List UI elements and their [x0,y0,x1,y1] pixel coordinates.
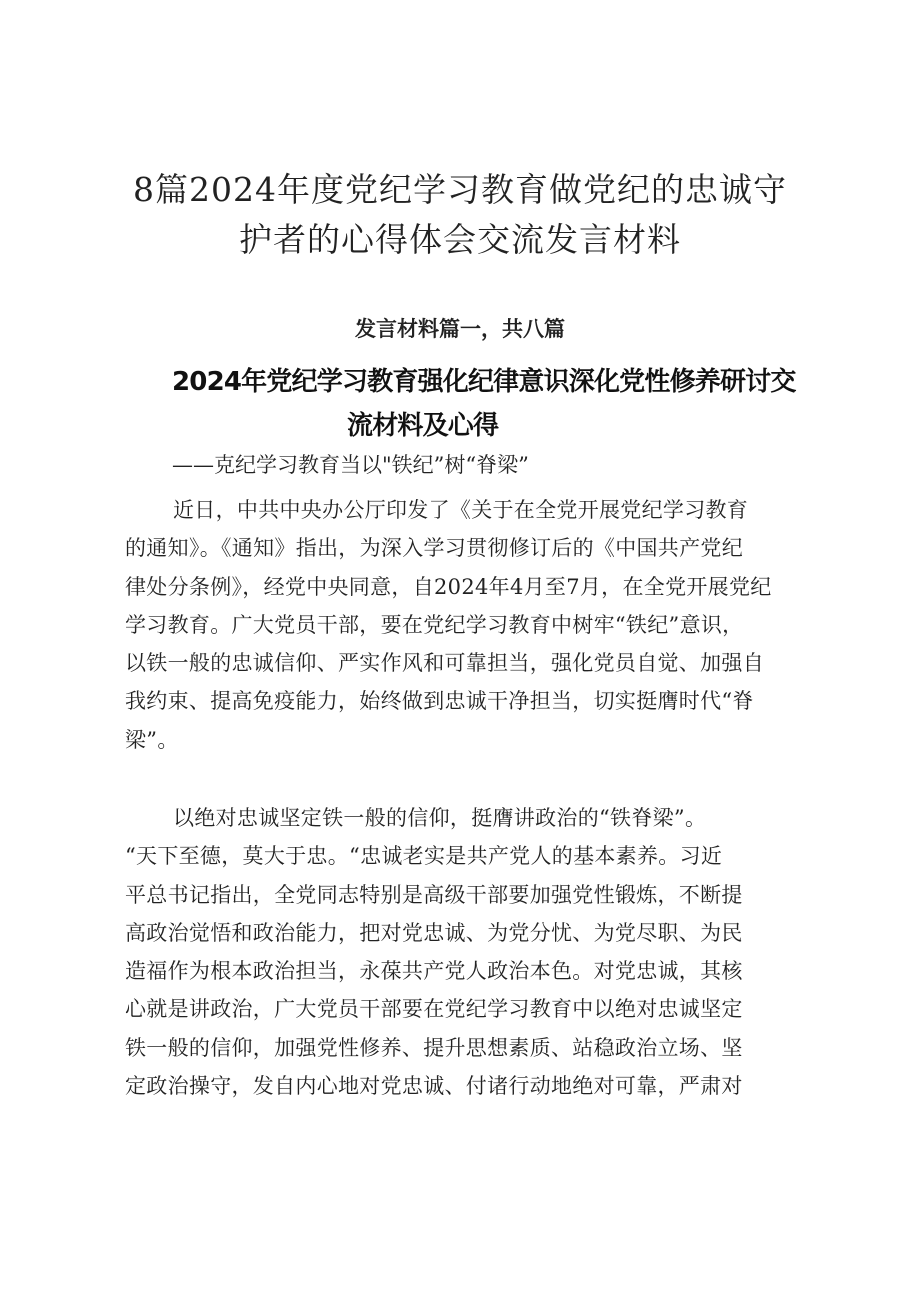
title-line: 8篇2024年度党纪学习教育做党纪的忠诚守 [133,170,787,209]
paragraph-line: 的通知》。《通知》指出，为深入学习贯彻修订后的《中国共产党纪 [125,536,743,561]
paragraph-line: 梁”。 [125,727,179,752]
paragraph-line: 近日，中共中央办公厅印发了《关于在全党开展党纪学习教育 [173,498,749,522]
document-title [90,165,830,265]
paragraph-line: 造福作为根本政治担当，永葆共产党人政治本色。对党忠诚，其核 [125,959,743,984]
paragraph-1 [125,491,815,759]
section-label: 发言材料篇一，共八篇 [355,316,565,341]
paragraph-line: 学习教育。广大党员干部，要在党纪学习教育中树牢“铁纪”意识， [125,612,744,637]
paragraph-line: 以绝对忠诚坚定铁一般的信仰，挺膺讲政治的“铁脊梁”。 [173,806,707,830]
title-line: 护者的心得体会交流发言材料 [239,220,681,259]
subtitle-line: 2024年党纪学习教育强化纪律意识深化党性修养研讨交 [172,367,796,397]
subtitle-line: 流材料及心得 [347,411,499,441]
paragraph-line: “天下至德，莫大于忠。“忠诚老实是共产党人的基本素养。习近 [125,844,723,869]
byline: ——克纪学习教育当以"铁纪”树“脊梁” [172,453,529,477]
paragraph-line: 定政治操守，发自内心地对党忠诚、付诸行动地绝对可靠，严肃对 [125,1074,743,1099]
paragraph-line: 铁一般的信仰，加强党性修养、提升思想素质、站稳政治立场、坚 [125,1035,743,1060]
paragraph-line: 高政治觉悟和政治能力，把对党忠诚、为党分忧、为党尽职、为民 [125,920,743,945]
paragraph-line: 心就是讲政治，广大党员干部要在党纪学习教育中以绝对忠诚坚定 [125,997,743,1022]
paragraph-line: 律处分条例》，经党中央同意，自2024年4月至7月，在全党开展党纪 [125,574,772,599]
paragraph-line: 以铁一般的忠诚信仰、严实作风和可靠担当，强化党员自觉、加强自 [125,651,764,676]
paragraph-line: 平总书记指出，全党同志特别是高级干部要加强党性锻炼，不断提 [125,882,743,907]
article-subtitle [172,360,832,448]
paragraph-2 [125,799,815,1105]
paragraph-line: 我约束、提高免疫能力，始终做到忠诚干净担当，切实挺膺时代“脊 [125,689,754,714]
